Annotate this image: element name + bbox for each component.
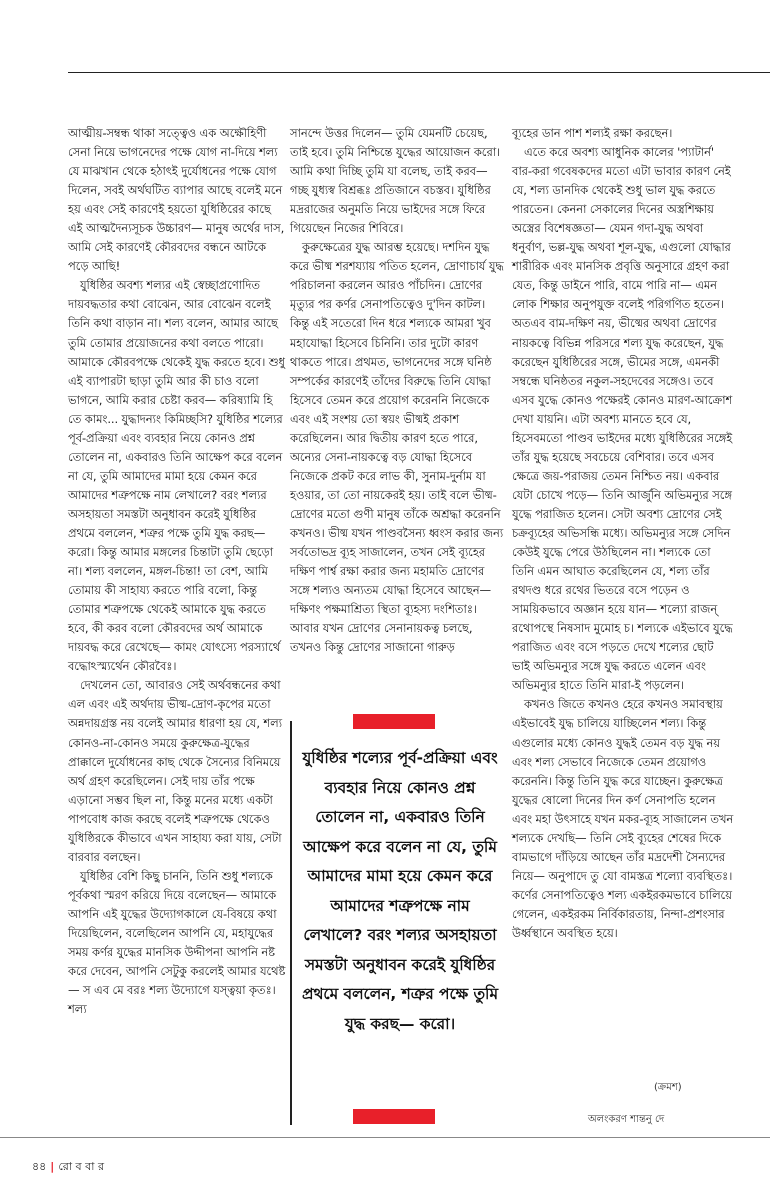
magazine-name: রো ব বা র (58, 1160, 104, 1173)
footer-rule (0, 1137, 770, 1138)
paragraph: যুধিষ্ঠির অবশ্য শল্যর এই স্বেচ্ছাপ্রণোদিত দায়বদ্ধতার কথা বোঝেন, আর বোঝেন বলেই তিনি কথা বাড়ান না। শল্য বলেন, আমার আছে তুমি তোমার প্রয়োজনের কথা বলতে পারো। আমাকে কৌরবপক্ষে থেকেই যুদ্ধ করতে হবে। শুধু এই ব্যাপারটা ছাড়া তুমি আর কী চাও বলো ভাগনে, আমি করার চেষ্টা করব— করিষ্যামি হি তে কামং... যুদ্ধাদন্যং কিমিচ্ছসি? যুধিষ্ঠির শল্যের পূর্ব-প্রক্রিয়া এবং ব্যবহার নিয়ে কোনও প্রশ্ন তোলেন না, একবারও তিনি আক্ষেপ করে বলেন না যে, তুমি আমাদের মামা হয়ে কেমন করে আমাদের শত্রুপক্ষে নাম লেখালে? বরং শল্যর অসহায়তা সমস্তটা অনুধাবন করেই যুধিষ্ঠির প্রথমে বললেন, শত্রুর পক্ষে তুমি যুদ্ধ করছ— করো। কিন্তু আমার মঙ্গলের চিন্তাটা তুমি ছেড়ো না। শল্য বললেন, মঙ্গল-চিন্তা! তা বেশ, আমি তোমায় কী সাহায্য করতে পারি বলো, কিন্তু তোমার শত্রুপক্ষে থেকেই আমাকে যুদ্ধ করতে হবে, কী করব বলো কৌরবদের অর্থ আমাকে দায়বদ্ধ করে রেখেছে— কামং যোৎস্যে পরস্যার্থে বদ্ধোঽস্ম্যর্থেন কৌরবৈঃ। (68, 278, 285, 674)
paragraph: কখনও জিতে কখনও হেরে কখনও সমাবস্থায় এইভাবেই যুদ্ধ চালিয়ে যাচ্ছিলেন শল্য। কিন্তু এগুলোর মধ্যে কোনও যুদ্ধই তেমন বড় যুদ্ধ নয় এবং শল্য সেভাবে নিজেকে তেমন প্রয়োগও করেননি। কিন্তু তিনি যুদ্ধ করে যাচ্ছেন। কুরুক্ষেত্র যুদ্ধের ষোলো দিনের দিন কর্ণ সেনাপতি হলেন এবং মহা উৎসাহে যখন মকর-ব্যূহ সাজালেন তখন শল্যকে দেখছি— তিনি সেই ব্যূহের শেষের দিকে বামভাগে দাঁড়িয়ে আছেন তাঁর মদ্রদেশী সৈন্যদের নিয়ে— অনুপাদে তু যো বামস্তত্র শল্যো ব্যবস্থিতঃ। কর্ণের সেনাপতিত্বেও শল্য একইরকমভাবে চালিয়ে গেলেন, একইরকম নির্বিকারতায়, নিন্দা-প্রশংসার উর্ধ্বস্থানে অবস্থিত হয়ে। (512, 697, 734, 940)
page-number: ৪৪ (32, 1160, 47, 1173)
paragraph: যুধিষ্ঠির বেশি কিছু চাননি, তিনি শুধু শল্যকে পূর্বকথা স্মরণ করিয়ে দিয়ে বলেছেন— আমাকে আপনি এই যুদ্ধের উদ্যোগকালে যে-বিষয়ে কথা দিয়েছিলেন, বলেছিলেন আপনি যে, মহাযুদ্ধের সময় কর্ণর যুদ্ধের মানসিক উদ্দীপনা আপনি নষ্ট করে দেবেন, আপনি সেটুকু করলেই আমার যথেষ্ট— স এব মে বরঃ শল্য উদ্যোগে যস্ত্বয়া কৃতঃ। শল্য (68, 868, 286, 1017)
footer-separator: | (50, 1160, 55, 1173)
illustration-credit: অলংকরণ শান্তনু দে (588, 1114, 665, 1125)
pull-quote: যুধিষ্ঠির শল্যের পূর্ব-প্রক্রিয়া এবং ব্যবহার নিয়ে কোনও প্রশ্ন তোলেন না, একবারও তিনি আক্ষেপ করে বলেন না যে, তুমি আমাদের মামা হয়ে কেমন করে আমাদের শত্রুপক্ষে নাম লেখালে? বরং শল্যর অসহায়তা সমস্তটা অনুধাবন করেই যুধিষ্ঠির প্রথমে বললেন, শত্রুর পক্ষে তুমি যুদ্ধ করছ— করো। (301, 749, 499, 1033)
header-rule (68, 72, 770, 73)
article-column-2 (290, 124, 505, 657)
article-column-3 (512, 124, 734, 943)
paragraph: এতে করে অবশ্য আধুনিক কালের 'প্যাটার্ন' বার-করা গবেষকদের মতো এটা ভাবার কারণ নেই যে, শল্য ডানদিক থেকেই শুধু ভাল যুদ্ধ করতে পারতেন। কেননা সেকালের দিনের অস্ত্রশিক্ষায় অস্ত্রের বিশেষজ্ঞতা— যেমন গদা-যুদ্ধ অথবা ধনুর্বাণ, ভল্ল-যুদ্ধ অথবা শূল-যুদ্ধ, এগুলো যোদ্ধার শারীরিক এবং মানসিক প্রবৃত্তি অনুসারে গ্রহণ করা যেত, কিন্তু ডাইনে পারি, বামে পারি না— এমন লোক শিক্ষার অনুপযুক্ত বলেই পরিগণিত হতেন। অতএব বাম-দক্ষিণ নয়, ভীষ্মের অথবা দ্রোণের নায়কত্বে বিভিন্ন পরিসরে শল্য যুদ্ধ করেছেন, যুদ্ধ করেছেন যুধিষ্ঠিরের সঙ্গে, ভীমের সঙ্গে, এমনকী সম্বন্ধে ঘনিষ্ঠতর নকুল-সহদেবের সঙ্গেও। তবে এসব যুদ্ধে কোনও পক্ষেরই কোনও মারণ-আক্রোশ দেখা যায়নি। এটা অবশ্য মানতে হবে যে, হিসেবমতো পাণ্ডব ভাইদের মধ্যে যুধিষ্ঠিরের সঙ্গেই তাঁর যুদ্ধ হয়েছে সবচেয়ে বেশিবার। তবে এসব ক্ষেত্রে জয়-পরাজয় তেমন নিশ্চিত নয়। একবার যেটা চোখে পড়ে— তিনি আর্জুনি অভিমন্যুর সঙ্গে যুদ্ধে পরাজিত হলেন। সেটা অবশ্য দ্রোণের সেই চক্রব্যূহের অভিসন্ধি মধ্যে। অভিমন্যুর সঙ্গে সেদিন কেউই যুদ্ধে পেরে উঠছিলেন না। শল্যকে তো তিনি এমন আঘাত করেছিলেন যে, শল্য তাঁর রথদণ্ড ধরে রথের ভিতরে বসে পড়েন ও সাময়িকভাবে অজ্ঞান হয়ে যান— শল্যো রাজন্‌ রথোপস্থে নিষসাদ মুমোহ চ। শল্যকে এইভাবে যুদ্ধে পরাজিত এবং বসে পড়তে দেখে শল্যের ছোট ভাই অভিমন্যুর সঙ্গে যুদ্ধ করতে এলেন এবং অভিমন্যুর হাতে তিনি মারা-ই পড়লেন। (512, 145, 733, 693)
paragraph: কুরুক্ষেত্রের যুদ্ধ আরম্ভ হয়েছে। দশদিন যুদ্ধ করে ভীষ্ম শরশয্যায় পতিত হলেন, দ্রোণাচার্য যুদ্ধ পরিচালনা করলেন আরও পাঁচদিন। দ্রোণের মৃত্যুর পর কর্ণর সেনাপতিত্বেও দু'দিন কাটল। কিন্তু এই সতেরো দিন ধরে শল্যকে আমরা খুব মহাযোদ্ধা হিসেবে চিনিনি। তার দুটো কারণ থাকতে পারে। প্রথমত, ভাগনেদের সঙ্গে ঘনিষ্ঠ সম্পর্কের কারণেই তাঁদের বিরুদ্ধে তিনি যোদ্ধা হিসেবে তেমন করে প্রয়োগ করেননি নিজেকে এবং এই সংশয় তো স্বয়ং ভীষ্মই প্রকাশ করেছিলেন। আর দ্বিতীয় কারণ হতে পারে, অন্যের সেনা-নায়কত্বে বড় যোদ্ধা হিসেবে নিজেকে প্রকট করে লাভ কী, সুনাম-দুর্নাম যা হওয়ার, তা তো নায়কেরই হয়। তাই বলে ভীষ্ম-দ্রোণের মতো গুণী মানুষ তাঁকে অশ্রদ্ধা করেননি কখনও। ভীষ্ম যখন পাণ্ডবসৈন্য ধ্বংস করার জন্য সর্বতোভদ্র ব্যূহ সাজালেন, তখন সেই ব্যূহের দক্ষিণ পার্শ্ব রক্ষা করার জন্য মহামতি দ্রোণের সঙ্গে শল্যও অন্যতম যোদ্ধা হিসেবে আছেন— দক্ষিণং পক্ষমাশ্রিত্য স্থিতা ব্যূহস্য দংশিতাঃ। আবার যখন দ্রোণের সেনানায়কত্ব চলছে, তখনও কিন্তু দ্রোণের সাজানো গারুড় (290, 240, 504, 655)
pull-quote-top-bar (353, 714, 435, 729)
paragraph: ব্যূহের ডান পাশ শল্যই রক্ষা করছেন। (512, 126, 673, 140)
pull-quote-bottom-bar (353, 1109, 435, 1124)
article-column-1 (68, 124, 286, 1019)
paragraph: দেখলেন তো, আবারও সেই অর্থবন্ধনের কথা এল এবং এই অর্থদায় ভীষ্ম-দ্রোণ-কৃপের মতো অন্নদায়গ্রস্ত নয় বলেই আমার ধারণা হয় যে, শল্য কোনও-না-কোনও সময়ে কুরুক্ষেত্র-যুদ্ধের প্রাক্কালে দুর্যোধনের কাছ থেকে সৈন্যের বিনিময়ে অর্থ গ্রহণ করেছিলেন। সেই দায় তাঁর পক্ষে এড়ানো সম্ভব ছিল না, কিন্তু মনের মধ্যে একটা পাপবোধ কাজ করছে বলেই শত্রুপক্ষে থেকেও যুধিষ্ঠিরকে কীভাবে এখন সাহায্য করা যায়, সেটা বারবার বলছেন। (68, 678, 282, 864)
paragraph: সানন্দে উত্তর দিলেন— তুমি যেমনটি চেয়েছ, তাই হবে। তুমি নিশ্চিন্তে যুদ্ধের আয়োজন করো। আমি কথা দিচ্ছি তুমি যা বলেছ, তাই করব— গচ্ছ যুধ্যস্ব বিশ্রব্ধঃ প্রতিজানে বচস্তব। যুধিষ্ঠির মদ্ররাজের অনুমতি নিয়ে ভাইদের সঙ্গে ফিরে গিয়েছেন নিজের শিবিরে। (290, 126, 501, 236)
to-be-continued-note: (ক্রমশ) (654, 1082, 682, 1093)
page-footer (32, 1158, 104, 1177)
paragraph: আত্মীয়-সম্বন্ধ থাকা সত্ত্বেও এক অক্ষৌহিণী সেনা নিয়ে ভাগনেদের পক্ষে যোগ না-দিয়ে শল্য যে মাঝখান থেকে হঠাৎই দুর্যোধনের পক্ষে যোগ দিলেন, সবই অর্থঘটিত ব্যাপার আছে বলেই মনে হয় এবং সেই কারণেই হয়তো যুধিষ্ঠিরের কাছে এই আত্মদৈন্যসূচক উচ্চারণ— মানুষ অর্থের দাস, আমি সেই কারণেই কৌরবদের বন্ধনে আটকে পড়ে আছি! (68, 126, 285, 274)
